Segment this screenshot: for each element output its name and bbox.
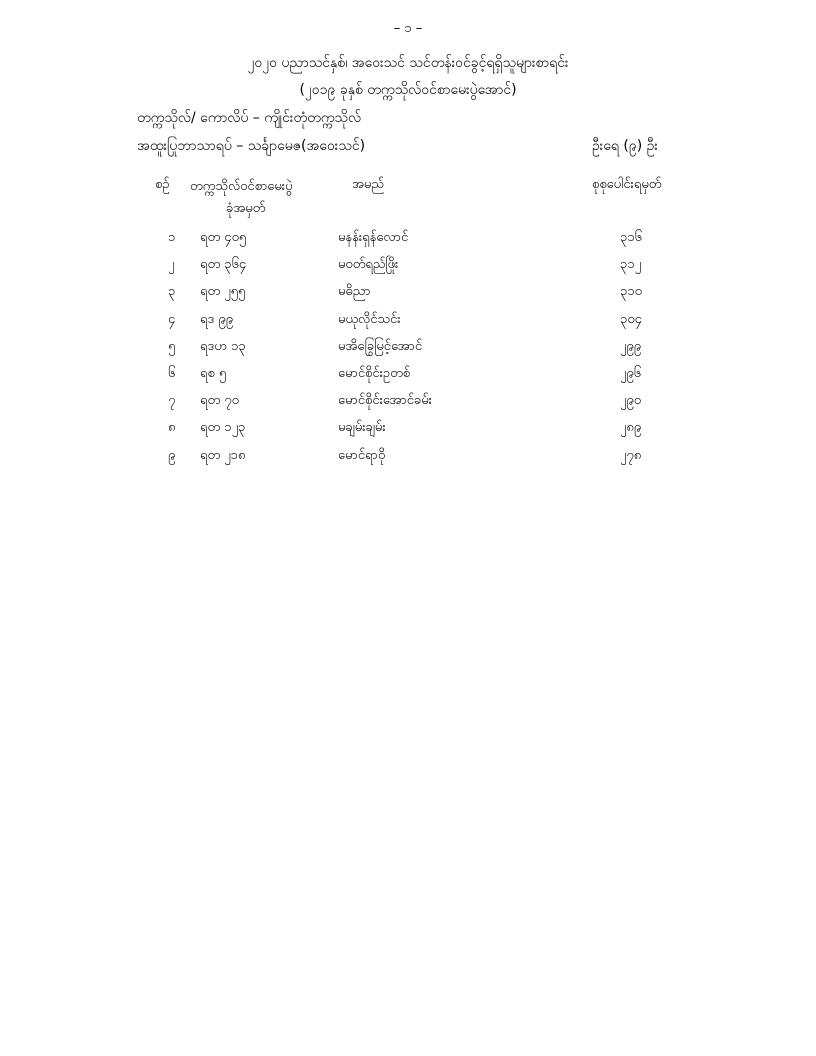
row-total-marks: ၃၀၄: [620, 311, 642, 327]
table-header: [0, 176, 816, 226]
row-total-marks: ၂၉၆: [620, 365, 642, 381]
row-no: ၉: [168, 447, 176, 463]
row-no: ၅: [168, 338, 176, 354]
row-roll-number: ရဒဟ ၁၃: [200, 338, 246, 354]
header-name: အမည်: [352, 177, 384, 192]
table-row: [0, 447, 816, 474]
row-roll-number: ရတ ၇၀: [200, 393, 239, 409]
table-row: [0, 338, 816, 365]
table-row: [0, 256, 816, 283]
row-total-marks: ၂၉၉: [620, 338, 642, 354]
row-name: မောင်စိုင်းဥတစ်: [338, 365, 411, 381]
admission-table: [0, 176, 816, 463]
document-subtitle: (၂၀၁၉ ခုနှစ် တက္ကသိုလ်ဝင်စာမေးပွဲအောင်): [299, 82, 517, 98]
header-roll-line2: ခုံအမှတ်: [226, 201, 266, 216]
row-roll-number: ရတ ၄၀၅: [200, 230, 247, 245]
row-total-marks: ၂၇၈: [620, 447, 642, 463]
table-body: [0, 229, 816, 474]
row-no: ၇: [168, 393, 176, 409]
row-name: မချမ်းချမ်း: [338, 420, 386, 436]
row-name: မဝတ်ရည်ဖြိုး: [338, 257, 399, 273]
table-row: [0, 311, 816, 338]
header-no: စဉ်: [155, 177, 170, 192]
row-name: မောင်စိုင်းအောင်ခမ်း: [338, 393, 432, 409]
row-name: မနန်းရှန်လောင်: [338, 230, 409, 245]
row-name: မယုလိုင်သင်း: [338, 311, 401, 327]
student-count: ဦးရေ (၉) ဦး: [592, 138, 658, 154]
table-row: [0, 365, 816, 392]
row-roll-number: ရတ ၂၅၅: [200, 284, 246, 300]
page-number: – ၁ –: [393, 21, 423, 36]
row-roll-number: ရဒ ၉၉: [200, 311, 234, 327]
major-subject-line: အထူးပြုဘာသာရပ် – သင်္ချာမေဇ(အဝေးသင်): [137, 138, 366, 154]
row-name: မောင်ရာဝို: [338, 447, 386, 463]
row-name: မဓိညာ: [338, 284, 371, 300]
table-row: [0, 419, 816, 446]
row-no: ၂: [168, 257, 175, 273]
row-total-marks: ၃၁၆: [620, 230, 642, 245]
header-roll-number: [190, 176, 330, 220]
row-name: မအိခြွေမြင့်အောင်: [338, 338, 423, 354]
row-roll-number: ရတ ၃၆၄: [200, 257, 247, 273]
row-no: ၈: [168, 420, 176, 436]
row-no: ၃: [168, 284, 176, 300]
row-total-marks: ၂၈၉: [620, 420, 642, 436]
row-total-marks: ၂၉၀: [620, 393, 642, 409]
row-roll-number: ရစ ၅: [200, 365, 227, 381]
document-title: ၂၀၂၀ ပညာသင်နှစ်၊ အဝေးသင် သင်တန်းဝင်ခွင့်ရရှိသူများစာရင်း: [247, 55, 569, 71]
table-row: [0, 229, 816, 256]
table-row: [0, 392, 816, 419]
row-total-marks: ၃၁၀: [620, 284, 642, 300]
row-no: ၁: [168, 230, 176, 245]
header-roll-line1: တက္ကသိုလ်ဝင်စာမေးပွဲ: [190, 179, 293, 194]
header-total-marks: စုစုပေါင်းရမှတ်: [592, 177, 662, 192]
university-line: တက္ကသိုလ်/ ကောလိပ် – ကျိုင်းတုံတက္ကသိုလ်: [137, 110, 362, 126]
row-roll-number: ရတ ၂၁၈: [200, 447, 246, 463]
row-no: ၄: [168, 311, 176, 327]
row-total-marks: ၃၁၂: [620, 257, 642, 273]
table-row: [0, 283, 816, 310]
row-roll-number: ရတ ၁၂၃: [200, 420, 246, 436]
row-no: ၆: [168, 365, 176, 381]
